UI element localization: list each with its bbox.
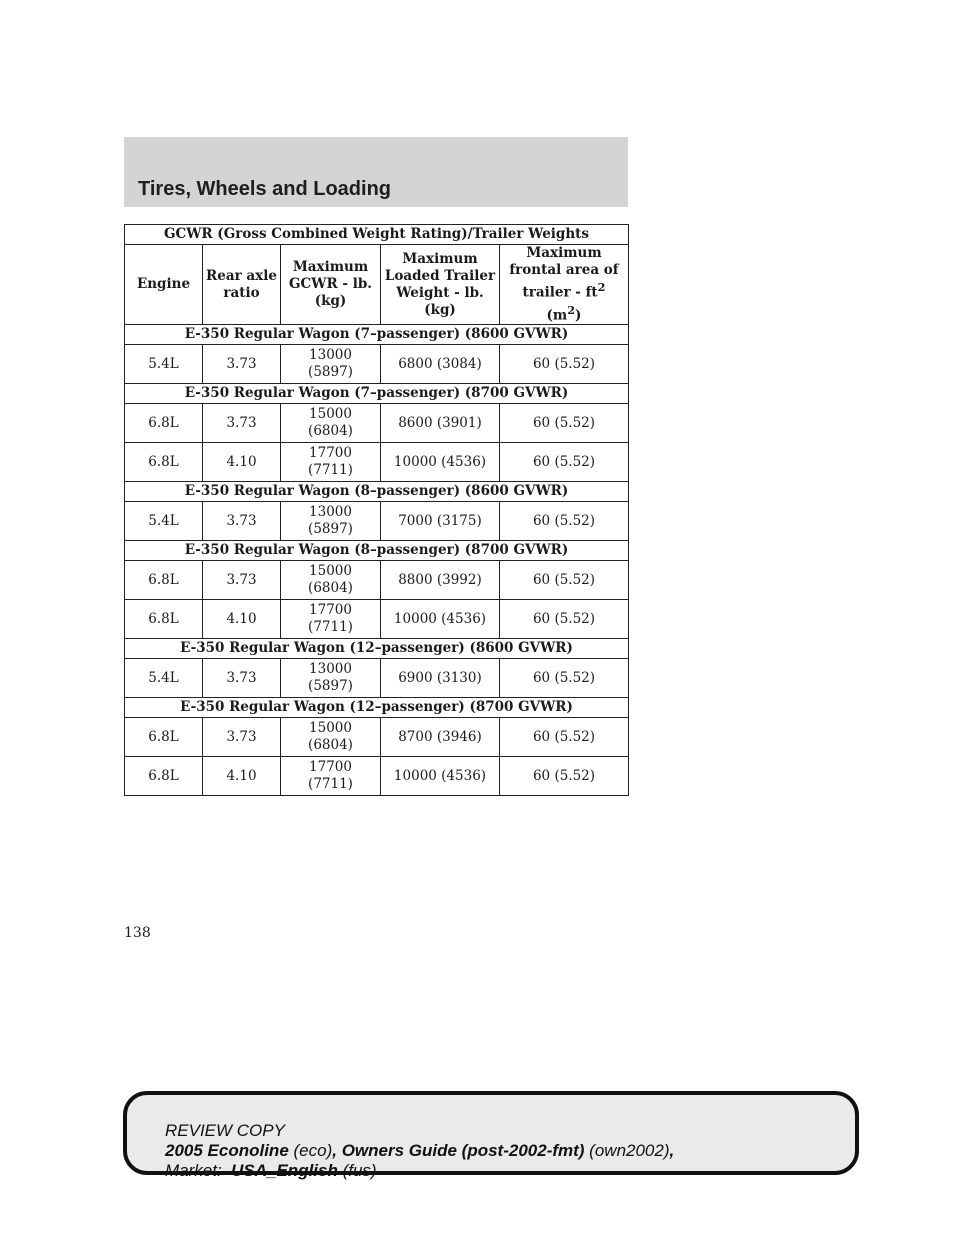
gcwr-lb: 17700 [309, 602, 352, 618]
gcwr-kg: (6804) [308, 423, 353, 439]
gcwr-lb: 13000 [309, 504, 352, 520]
section-title-cell: E-350 Regular Wagon (7–passenger) (8700 GVWR) [125, 384, 629, 404]
section-title-cell: E-350 Regular Wagon (12–passenger) (8600 GVWR) [125, 639, 629, 659]
gcwr-cell [281, 502, 381, 541]
review-market-label: Market: [165, 1161, 232, 1180]
axle-cell: 3.73 [203, 345, 281, 384]
table-row [125, 443, 629, 482]
gcwr-lb: 13000 [309, 661, 352, 677]
frontal-cell: 60 (5.52) [500, 659, 629, 698]
section-row [125, 698, 629, 718]
frontal-cell: 60 (5.52) [500, 443, 629, 482]
axle-cell: 4.10 [203, 600, 281, 639]
gcwr-cell [281, 757, 381, 796]
review-guide: , Owners Guide (post-2002-fmt) [332, 1141, 585, 1160]
table-row [125, 757, 629, 796]
gcwr-kg: (5897) [308, 521, 353, 537]
gcwr-kg: (6804) [308, 737, 353, 753]
trailer-cell: 7000 (3175) [381, 502, 500, 541]
section-row [125, 541, 629, 561]
section-row [125, 482, 629, 502]
gcwr-lb: 17700 [309, 759, 352, 775]
table-row [125, 345, 629, 384]
section-title-cell: E-350 Regular Wagon (7–passenger) (8600 GVWR) [125, 325, 629, 345]
axle-cell: 4.10 [203, 757, 281, 796]
column-header-trailer: Maximum Loaded Trailer Weight - lb. (kg) [381, 245, 500, 325]
frontal-unit-close: ) [575, 307, 582, 323]
trailer-cell: 10000 (4536) [381, 757, 500, 796]
gcwr-cell [281, 443, 381, 482]
gcwr-lb: 13000 [309, 347, 352, 363]
frontal-cell: 60 (5.52) [500, 561, 629, 600]
section-title: Tires, Wheels and Loading [138, 178, 392, 200]
axle-cell: 3.73 [203, 502, 281, 541]
table-row [125, 718, 629, 757]
engine-cell: 5.4L [125, 502, 203, 541]
axle-cell: 3.73 [203, 718, 281, 757]
table-header-row [125, 245, 629, 325]
frontal-cell: 60 (5.52) [500, 345, 629, 384]
axle-cell: 4.10 [203, 443, 281, 482]
section-row [125, 325, 629, 345]
trailer-cell: 10000 (4536) [381, 443, 500, 482]
engine-cell: 6.8L [125, 404, 203, 443]
trailer-cell: 8700 (3946) [381, 718, 500, 757]
engine-cell: 5.4L [125, 659, 203, 698]
review-line-1: REVIEW COPY [165, 1121, 285, 1140]
table-body [125, 325, 629, 796]
engine-cell: 6.8L [125, 718, 203, 757]
trailer-cell: 6900 (3130) [381, 659, 500, 698]
frontal-cell: 60 (5.52) [500, 757, 629, 796]
gcwr-kg: (7711) [308, 462, 353, 478]
review-copy-box [123, 1091, 859, 1180]
frontal-cell: 60 (5.52) [500, 600, 629, 639]
review-model-code: (eco) [288, 1141, 333, 1160]
engine-cell: 6.8L [125, 600, 203, 639]
engine-cell: 6.8L [125, 561, 203, 600]
axle-cell: 3.73 [203, 659, 281, 698]
page-number: 138 [124, 925, 151, 941]
section-row [125, 384, 629, 404]
frontal-label: Maximum frontal area of trailer - ft [509, 245, 619, 301]
gcwr-kg: (5897) [308, 678, 353, 694]
review-line-3 [165, 1161, 674, 1181]
gcwr-cell [281, 659, 381, 698]
review-guide-code: (own2002) [584, 1141, 670, 1160]
column-header-frontal-area [500, 245, 629, 325]
trailer-cell: 10000 (4536) [381, 600, 500, 639]
frontal-sup: 2 [597, 280, 606, 294]
frontal-cell: 60 (5.52) [500, 404, 629, 443]
gcwr-kg: (5897) [308, 364, 353, 380]
table-row [125, 561, 629, 600]
gcwr-kg: (7711) [308, 619, 353, 635]
column-header-engine: Engine [125, 245, 203, 325]
frontal-unit-sup: 2 [567, 302, 576, 317]
section-title-cell: E-350 Regular Wagon (8–passenger) (8700 GVWR) [125, 541, 629, 561]
gcwr-cell [281, 718, 381, 757]
trailer-cell: 8600 (3901) [381, 404, 500, 443]
column-header-gcwr: Maximum GCWR - lb. (kg) [281, 245, 381, 325]
gcwr-lb: 15000 [309, 406, 352, 422]
trailer-cell: 6800 (3084) [381, 345, 500, 384]
table-row [125, 600, 629, 639]
review-market: USA_English [231, 1161, 338, 1180]
gcwr-kg: (6804) [308, 580, 353, 596]
review-comma: , [669, 1141, 675, 1160]
review-copy-text [165, 1121, 674, 1181]
engine-cell: 5.4L [125, 345, 203, 384]
review-market-code: (fus) [337, 1161, 377, 1180]
table-title: GCWR (Gross Combined Weight Rating)/Trailer Weights [125, 225, 629, 245]
axle-cell: 3.73 [203, 561, 281, 600]
table-row [125, 404, 629, 443]
review-line-2 [165, 1141, 674, 1161]
section-header-band [124, 137, 628, 207]
axle-cell: 3.73 [203, 404, 281, 443]
frontal-cell: 60 (5.52) [500, 718, 629, 757]
gcwr-lb: 15000 [309, 720, 352, 736]
gcwr-kg: (7711) [308, 776, 353, 792]
table-row [125, 659, 629, 698]
review-model: 2005 Econoline [165, 1141, 289, 1160]
gcwr-cell [281, 345, 381, 384]
gcwr-table [124, 224, 629, 796]
section-row [125, 639, 629, 659]
gcwr-lb: 17700 [309, 445, 352, 461]
trailer-cell: 8800 (3992) [381, 561, 500, 600]
engine-cell: 6.8L [125, 443, 203, 482]
gcwr-lb: 15000 [309, 563, 352, 579]
table-row [125, 502, 629, 541]
gcwr-cell [281, 561, 381, 600]
section-title-cell: E-350 Regular Wagon (8–passenger) (8600 GVWR) [125, 482, 629, 502]
table-title-row [125, 225, 629, 245]
gcwr-cell [281, 600, 381, 639]
frontal-cell: 60 (5.52) [500, 502, 629, 541]
engine-cell: 6.8L [125, 757, 203, 796]
section-title-cell: E-350 Regular Wagon (12–passenger) (8700 GVWR) [125, 698, 629, 718]
frontal-unit-open: (m [546, 307, 568, 323]
column-header-axle: Rear axle ratio [203, 245, 281, 325]
gcwr-cell [281, 404, 381, 443]
